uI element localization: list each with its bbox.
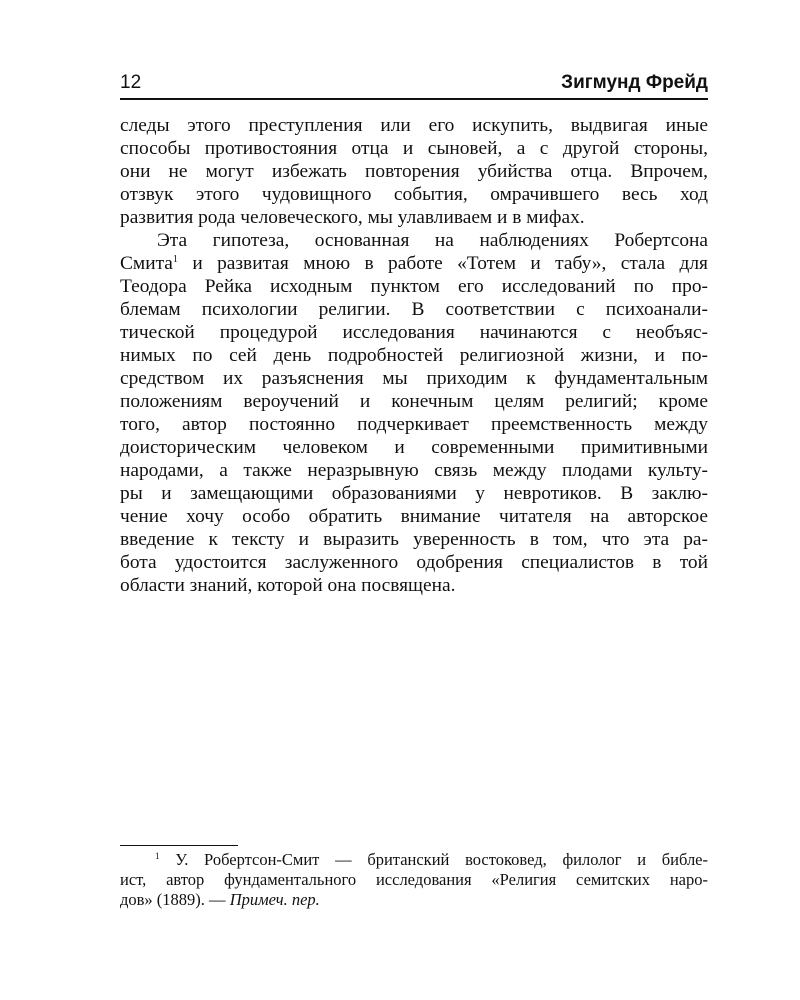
footnote-line <box>120 890 708 910</box>
text-line: отзвук этого чудовищного события, омрачившего весь ход <box>120 184 708 205</box>
text-line <box>120 252 708 275</box>
footnote-marker: 1 <box>155 851 160 861</box>
text-line: блемам психологии религии. В соответствии с психоанали- <box>120 299 708 320</box>
footnote-text: дов» (1889). — <box>120 890 230 909</box>
footnote-line: ист, автор фундаментального исследования «Религия семитских наро- <box>120 870 708 889</box>
text-line: ры и замещающими образованиями у невротиков. В заклю- <box>120 483 708 504</box>
text-line: Эта гипотеза, основанная на наблюдениях Робертсона <box>157 230 708 251</box>
text-line: способы противостояния отца и сыновей, а с другой стороны, <box>120 138 708 159</box>
footnote-rule <box>120 845 238 846</box>
text-line: области знаний, которой она посвящена. <box>120 575 456 596</box>
footnote-text: У. Робертсон-Смит — британский востоковед, филолог и библе- <box>175 850 708 869</box>
text-line: бота удостоится заслуженного одобрения специалистов в той <box>120 552 708 573</box>
text-line: чение хочу особо обратить внимание читателя на авторское <box>120 506 708 527</box>
text-line: нимых по сей день подробностей религиозной жизни, и по- <box>120 345 708 366</box>
running-head: Зигмунд Фрейд <box>561 72 708 93</box>
text-line: они не могут избежать повторения убийства отца. Впрочем, <box>120 161 708 182</box>
text-line: того, автор постоянно подчеркивает преемственность между <box>120 414 708 435</box>
page-header <box>120 70 708 100</box>
text-line: Теодора Рейка исходным пунктом его исследований по про- <box>120 276 708 297</box>
text-line: тической процедурой исследования начинаются с необъяс- <box>120 322 708 343</box>
text-line: развития рода человеческого, мы улавливаем и в мифах. <box>120 207 585 228</box>
text-line: положениям вероучений и конечным целям религий; кроме <box>120 391 708 412</box>
page-number: 12 <box>120 72 142 93</box>
text-line: средством их разъяснения мы приходим к фундаментальным <box>120 368 708 389</box>
header-rule <box>120 98 708 100</box>
footnote-reference[interactable]: 1 <box>172 254 178 265</box>
main-text <box>120 114 708 597</box>
text-line: следы этого преступления или его искупить, выдвигая иные <box>120 115 708 136</box>
footnote <box>120 850 708 910</box>
text-line: доисторическим человеком и современными примитивными <box>120 437 708 458</box>
text-line: введение к тексту и выразить уверенность в том, что эта ра- <box>120 529 708 550</box>
text-line: народами, а также неразрывную связь между плодами культу- <box>120 460 708 481</box>
text-fragment: и развитая мною в работе «Тотем и табу», стала для <box>192 253 708 274</box>
footnote-translator-note: Примеч. пер. <box>229 890 320 909</box>
text-fragment: Смита <box>120 253 173 274</box>
footnote-line <box>120 850 708 870</box>
